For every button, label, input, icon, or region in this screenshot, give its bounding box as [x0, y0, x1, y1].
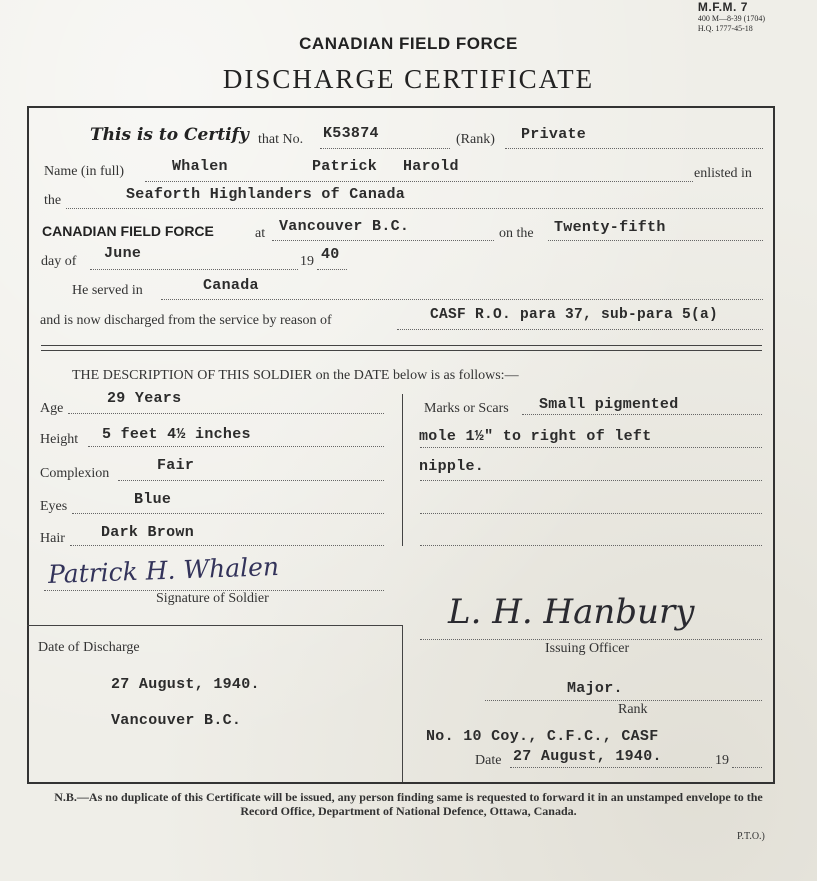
served-label: He served in	[72, 283, 143, 298]
the-label: the	[44, 193, 62, 208]
served-line	[161, 299, 763, 300]
soldier-signature-label: Signature of Soldier	[156, 591, 269, 606]
unit-name: Seaforth Highlanders of Canada	[126, 186, 406, 203]
title-top: CANADIAN FIELD FORCE	[299, 34, 518, 53]
officer-rank-line	[485, 700, 762, 701]
form-print-line: 400 M—8-39 (1704)	[697, 14, 765, 23]
marks-value-1: Small pigmented	[539, 396, 679, 413]
marks-label: Marks or Scars	[424, 401, 509, 416]
officer-unit: No. 10 Coy., C.F.C., CASF	[426, 728, 659, 745]
form-code: M.F.M. 7	[697, 0, 748, 14]
eyes-value: Blue	[134, 491, 172, 508]
rank-line	[505, 148, 763, 149]
discharge-reason: CASF R.O. para 37, sub-para 5(a)	[430, 307, 719, 323]
marks-line-2	[420, 447, 762, 448]
enlist-month: June	[104, 245, 142, 262]
discharge-date: 27 August, 1940.	[111, 676, 260, 693]
that-no-label: that No.	[258, 132, 304, 147]
form-code-block	[698, 0, 765, 34]
complexion-line	[118, 480, 384, 481]
height-line	[88, 446, 384, 447]
marks-line-4	[420, 513, 762, 514]
eyes-line	[72, 513, 384, 514]
age-value: 29 Years	[107, 390, 182, 407]
page-title: DISCHARGE CERTIFICATE	[222, 64, 595, 94]
marks-line-5	[420, 545, 762, 546]
surname: Whalen	[172, 158, 228, 175]
discharge-box-top	[27, 625, 402, 626]
issue-date-line	[510, 767, 712, 768]
divider-top	[41, 345, 762, 346]
day-of-label: day of	[41, 254, 77, 269]
hair-value: Dark Brown	[101, 524, 195, 541]
served-in: Canada	[203, 277, 259, 294]
year-line	[317, 269, 347, 270]
description-divider	[402, 394, 403, 546]
force-label: CANADIAN FIELD FORCE	[42, 223, 214, 239]
month-line	[90, 269, 298, 270]
day-line	[548, 240, 763, 241]
number-line	[320, 148, 450, 149]
officer-rank: Major.	[567, 680, 623, 697]
enlisted-label: enlisted in	[694, 166, 752, 181]
eyes-label: Eyes	[40, 499, 68, 514]
complexion-label: Complexion	[40, 466, 110, 481]
issue-date-label: Date	[475, 753, 502, 768]
rank-caption: Rank	[618, 702, 648, 717]
enlist-day: Twenty-fifth	[554, 219, 666, 236]
marks-value-2: mole 1½" to right of left	[419, 428, 652, 445]
officer-signature: L. H. Hanbury	[448, 592, 695, 632]
enlist-place: Vancouver B.C.	[279, 218, 410, 235]
officer-signature-line	[420, 639, 762, 640]
unit-line	[66, 208, 763, 209]
place-line	[272, 240, 494, 241]
reason-line	[397, 329, 763, 330]
hair-label: Hair	[40, 531, 65, 546]
description-intro: THE DESCRIPTION OF THIS SOLDIER on the DATE below is as follows:—	[72, 368, 519, 383]
name-line	[145, 181, 693, 182]
issue-year-line	[732, 767, 762, 768]
hair-line	[70, 545, 384, 546]
year-prefix: 19	[300, 254, 314, 269]
height-value: 5 feet 4½ inches	[102, 426, 251, 443]
footer-note: N.B.—As no duplicate of this Certificate will be issued, any person finding same is requested to forward it in an unstamped envelope to the Record Office, Department of National Defence, Ottawa, Canada.	[54, 790, 763, 818]
divider-bottom	[41, 350, 762, 351]
officer-signature-label: Issuing Officer	[545, 641, 630, 656]
complexion-value: Fair	[157, 457, 195, 474]
discharge-date-label: Date of Discharge	[38, 640, 140, 655]
age-line	[68, 413, 384, 414]
on-the-label: on the	[499, 226, 534, 241]
marks-line-3	[420, 480, 762, 481]
certify-lead: This is to Certify	[90, 125, 249, 145]
age-label: Age	[40, 401, 64, 416]
enlist-year: 40	[321, 246, 340, 263]
height-label: Height	[40, 432, 79, 447]
rank-label: (Rank)	[456, 132, 495, 147]
middle-name: Harold	[403, 158, 459, 175]
soldier-number: K53874	[323, 125, 379, 142]
pto-mark: P.T.O.)	[737, 831, 765, 842]
soldier-rank: Private	[521, 126, 587, 143]
issue-year-prefix: 19	[715, 753, 729, 768]
first-name: Patrick	[312, 158, 378, 175]
form-hq-line: H.Q. 1777-45-18	[697, 24, 753, 33]
marks-value-3: nipple.	[419, 458, 485, 475]
marks-line-1	[522, 414, 762, 415]
soldier-signature: Patrick H. Whalen	[47, 551, 280, 590]
discharge-box-right	[402, 625, 403, 782]
at-label: at	[255, 226, 266, 241]
issue-date: 27 August, 1940.	[513, 748, 662, 765]
name-label: Name (in full)	[44, 164, 125, 179]
discharge-reason-label: and is now discharged from the service by reason of	[40, 313, 332, 328]
discharge-place: Vancouver B.C.	[111, 712, 242, 729]
